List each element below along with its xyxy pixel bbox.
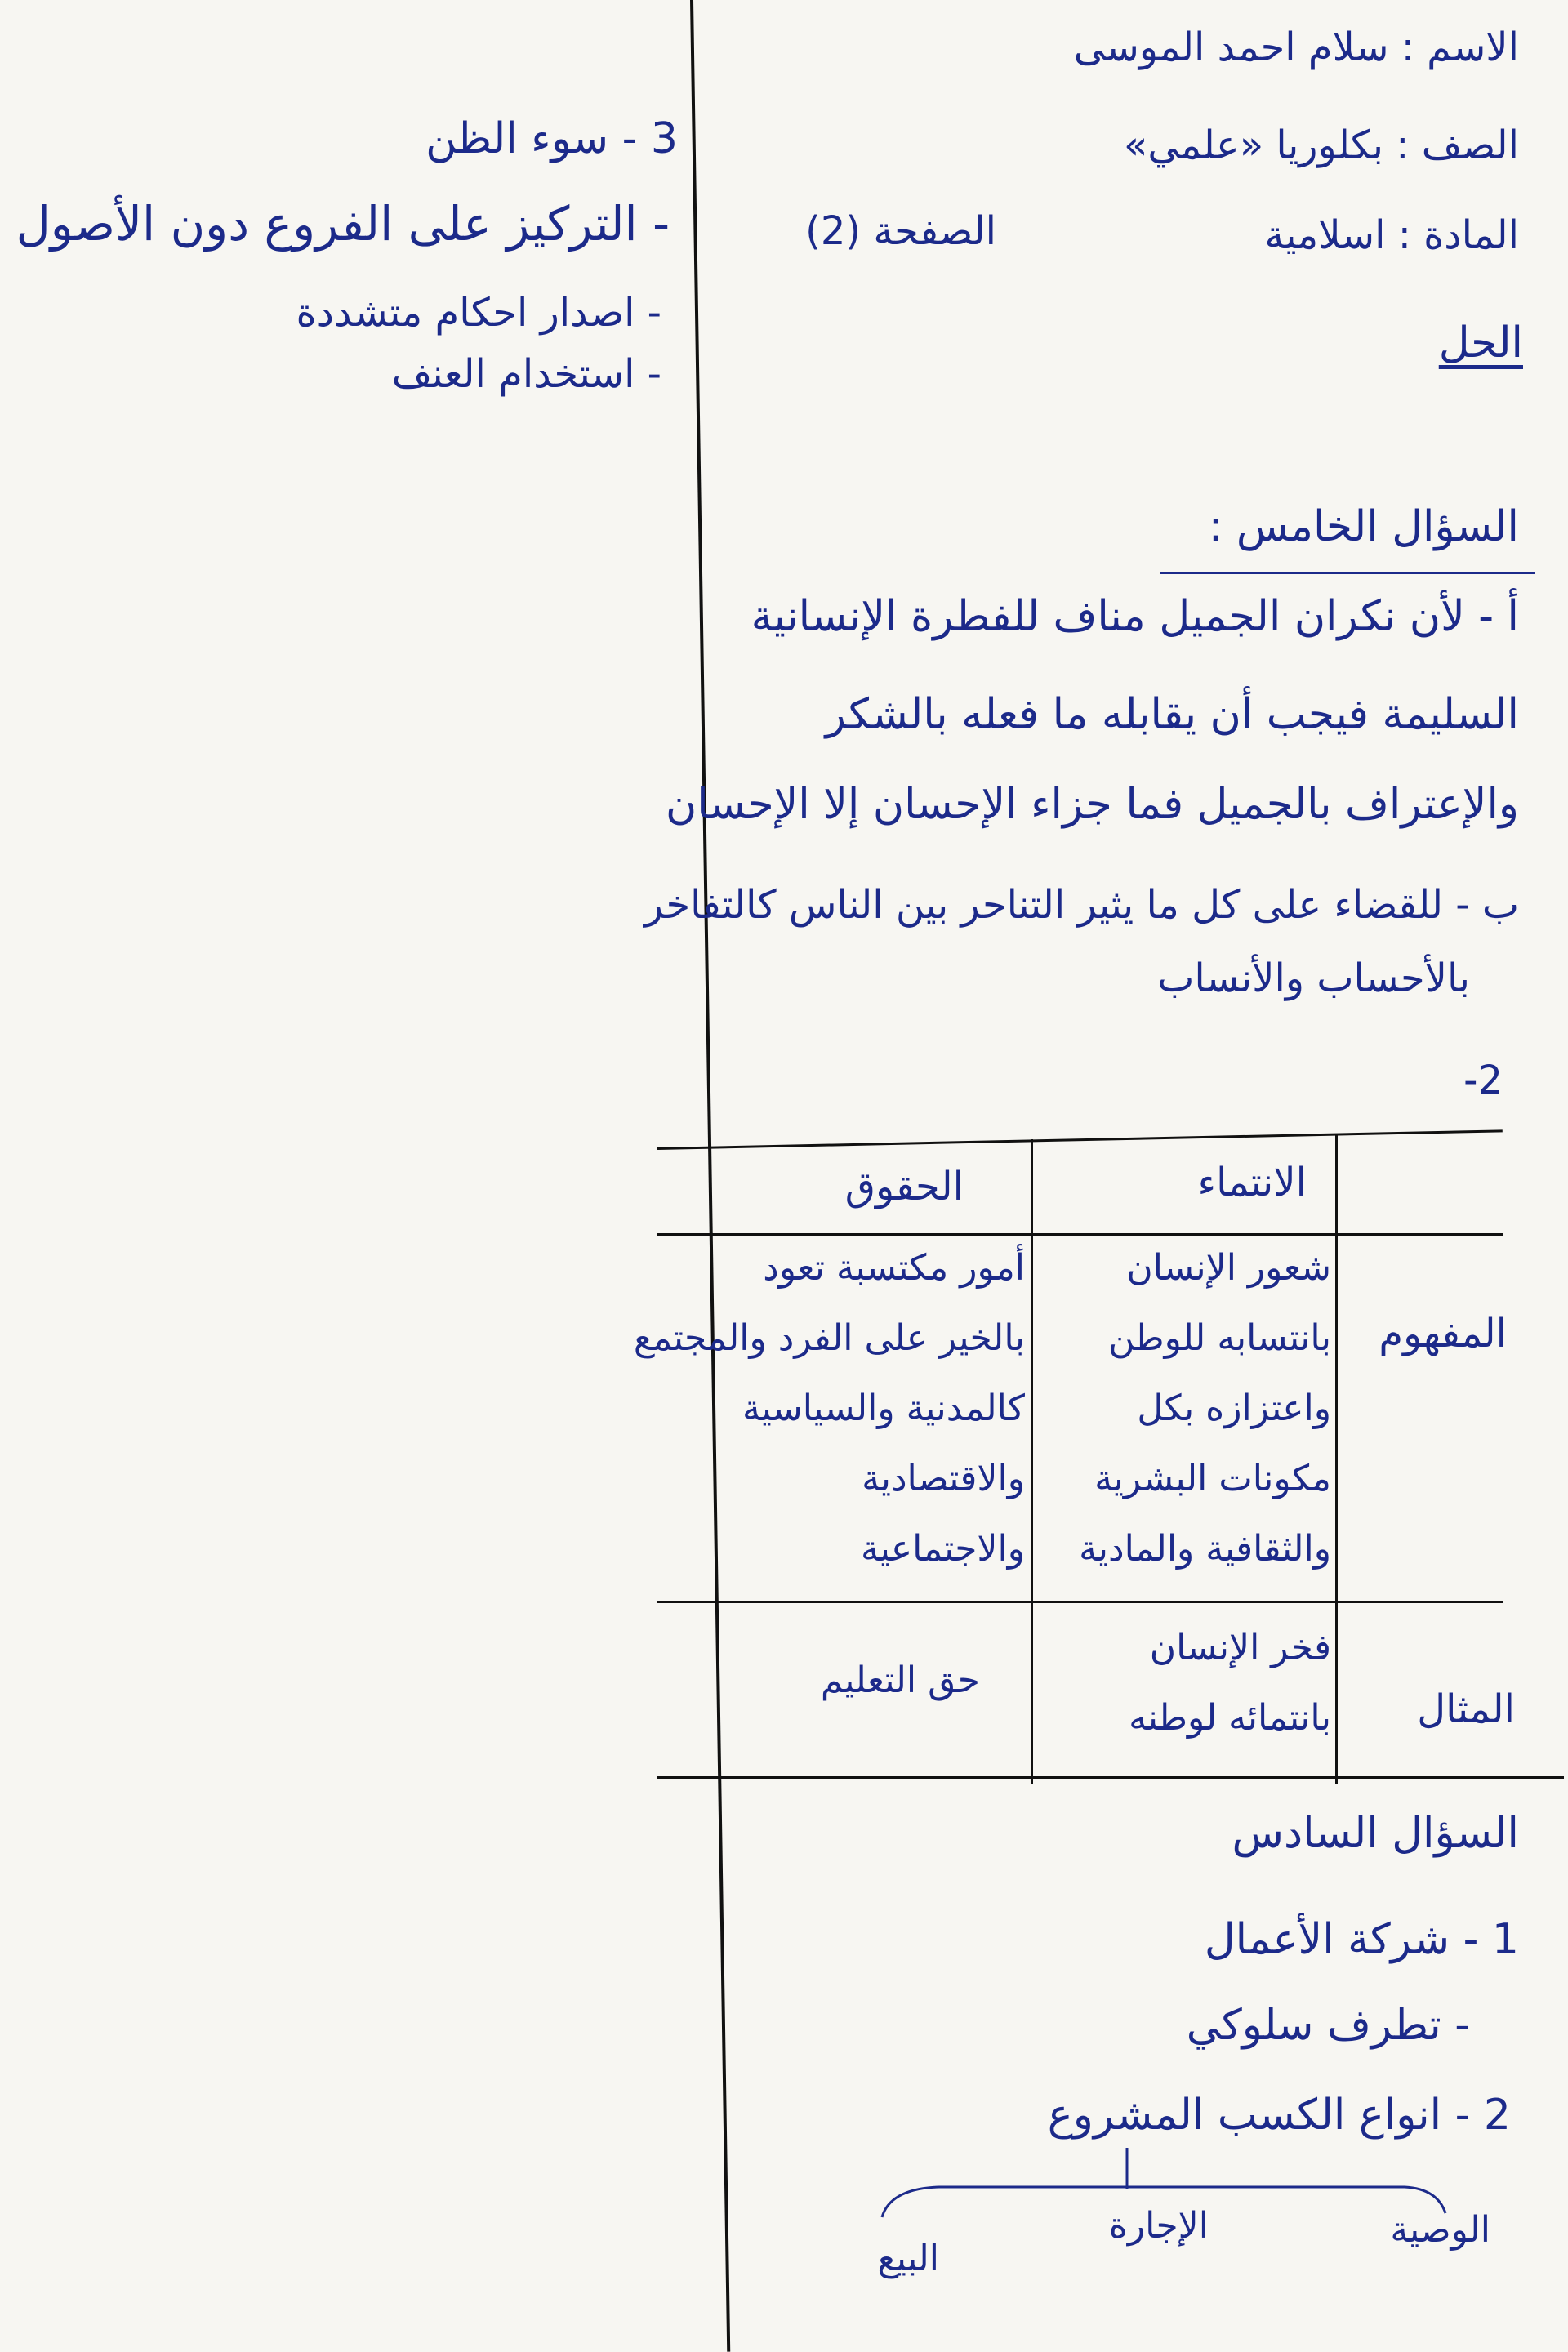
table-cell-example-rights <box>686 1646 980 1716</box>
q6-line-2: - تطرف سلوكي <box>1186 2001 1470 2050</box>
table-line-bottom <box>657 1776 1564 1779</box>
q5-title-underline <box>1160 572 1535 574</box>
table-cell-concept-belonging <box>1037 1233 1331 1584</box>
cell-line: والاقتصادية <box>862 1458 1025 1499</box>
tree-branch-lease: الإجارة <box>1108 2205 1209 2247</box>
page-number: الصفحة (2) <box>805 208 996 254</box>
table-header-belonging: الانتماء <box>1197 1160 1307 1205</box>
table-cell-example-belonging <box>1037 1613 1331 1753</box>
q6-line-1: 1 - شركة الأعمال <box>1204 1915 1519 1964</box>
left-line-3: - استخدام العنف <box>391 351 662 397</box>
q5-title: السؤال الخامس : <box>1208 502 1519 551</box>
cell-line: بانتمائه لوطنه <box>1129 1697 1331 1739</box>
cell-line: حق التعليم <box>820 1659 980 1701</box>
table-cell-concept-rights <box>633 1233 1025 1584</box>
cell-line: بالخير على الفرد والمجتمع <box>633 1317 1025 1359</box>
left-line-1: - التركيز على الفروع دون الأصول <box>16 196 670 252</box>
table-vline-1 <box>1031 1139 1033 1784</box>
q5-b-line-2: بالأحساب والأنساب <box>1157 956 1470 1001</box>
q5-number-2: 2- <box>1463 1058 1503 1103</box>
left-line-2: - اصدار احكام متشددة <box>296 290 662 336</box>
q5-a-line-2: السليمة فيجب أن يقابله ما فعله بالشكر <box>825 690 1519 739</box>
cell-line: شعور الإنسان <box>1126 1247 1331 1289</box>
q5-a-line-3: والإعتراف بالجميل فما جزاء الإحسان إلا الإحسان <box>666 780 1519 829</box>
center-divider-line <box>690 0 730 2352</box>
cell-line: والاجتماعية <box>860 1528 1025 1570</box>
q6-title: السؤال السادس <box>1232 1809 1519 1858</box>
tree-branch-sale: البيع <box>877 2238 939 2279</box>
cell-line: مكونات البشرية <box>1094 1458 1331 1499</box>
cell-line: كالمدنية والسياسية <box>742 1388 1025 1429</box>
cell-line: واعتزازه بكل <box>1137 1388 1331 1429</box>
cell-line: أمور مكتسبة تعود <box>763 1247 1025 1289</box>
cell-line: والثقافية والمادية <box>1079 1528 1331 1570</box>
solution-heading: الحل <box>1438 318 1523 368</box>
table-header-rights: الحقوق <box>844 1164 964 1209</box>
q5-a-line-1: أ - لأن نكران الجميل مناف للفطرة الإنسانية <box>751 592 1519 641</box>
q5-b-line-1: ب - للقضاء على كل ما يثير التناحر بين الناس كالتفاخر <box>644 882 1519 928</box>
student-name: الاسم : سلام احمد الموسى <box>1073 24 1519 70</box>
tree-branch-will: الوصية <box>1390 2209 1490 2251</box>
table-line-top <box>657 1129 1503 1150</box>
subject-label: المادة : اسلامية <box>1264 212 1519 258</box>
cell-line: فخر الإنسان <box>1149 1627 1331 1668</box>
table-row-label-example: المثال <box>1417 1686 1515 1732</box>
table-line-row <box>657 1601 1503 1603</box>
student-grade: الصف : بكلوريا «علمي» <box>1124 122 1519 168</box>
table-vline-2 <box>1335 1135 1338 1784</box>
table-row-label-concept: المفهوم <box>1379 1311 1507 1356</box>
cell-line: بانتسابه للوطن <box>1108 1317 1331 1359</box>
q6-line-3: 2 - انواع الكسب المشروع <box>1047 2091 1511 2140</box>
left-item-3: 3 - سوء الظن <box>425 114 678 163</box>
